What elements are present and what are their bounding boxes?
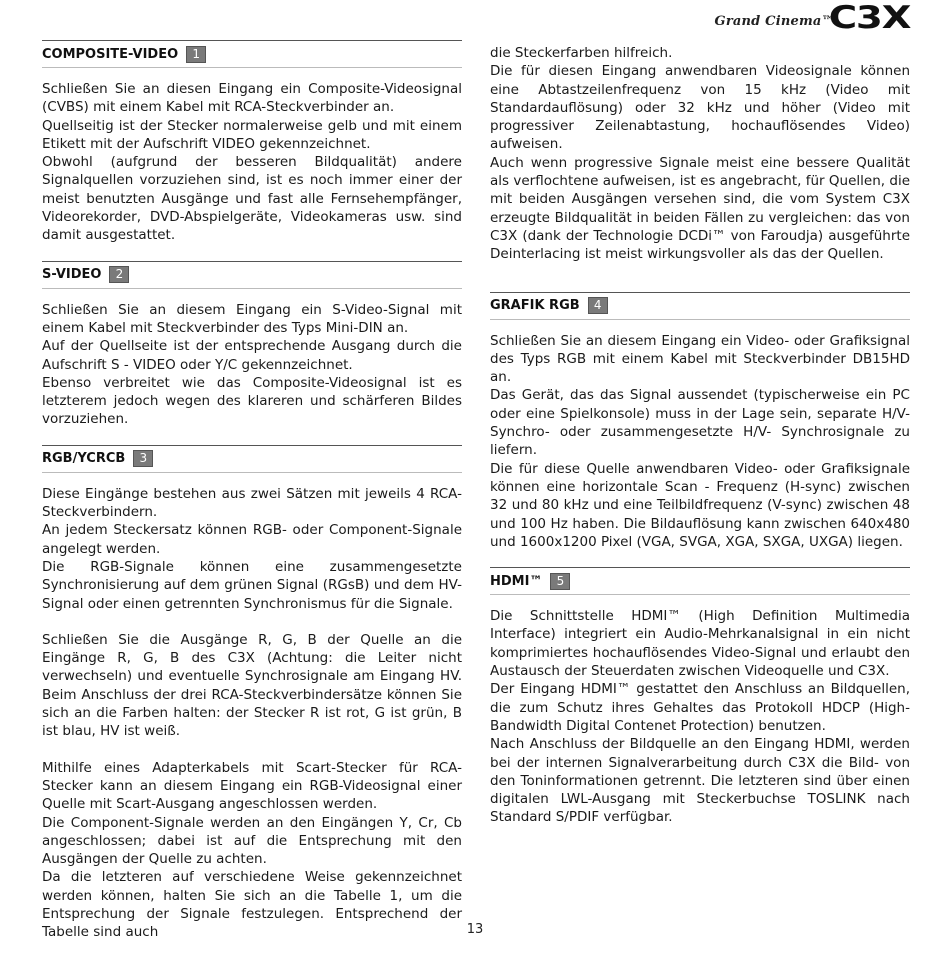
paragraph: Ebenso verbreitet wie das Composite-Videosignal ist es letzterem jedoch wegen des klareren und schärferen Bildes vorzuziehen.	[42, 374, 462, 428]
brand-header	[715, 0, 910, 36]
section-number-badge: 3	[133, 450, 153, 467]
brand-logo: C3X	[828, 0, 910, 36]
section-heading	[42, 261, 462, 289]
section-hdmi	[490, 567, 910, 827]
section-heading	[42, 40, 462, 68]
page-number: 13	[466, 922, 484, 937]
section-continuation	[490, 44, 910, 264]
paragraph: Auch wenn progressive Signale meist eine bessere Qualität als verflochtene aufweisen, ist es angebracht, für Quellen, die mit beiden Ausgängen versehen sind, die vom System C3X erzeugte Bildqualität in beiden Fällen zu vergleichen: das von C3X (dank der Technologie DCDi™ von Faroudja) ausgeführte Deinterlacing ist meist wirkungsvoller als das der Quellen.	[490, 154, 910, 263]
paragraph: Schließen Sie an diesen Eingang ein Composite-Videosignal (CVBS) mit einem Kabel mit RCA-Steckverbinder an.	[42, 81, 462, 116]
section-heading	[490, 567, 910, 595]
paragraph: Auf der Quellseite ist der entsprechende Ausgang durch die Aufschrift S - VIDEO oder Y/C gekennzeichnet.	[42, 338, 462, 373]
paragraph: die Steckerfarben hilfreich.	[490, 45, 673, 61]
paragraph: An jedem Steckersatz können RGB- oder Component-Signale angelegt werden.	[42, 522, 462, 557]
paragraph: Die Component-Signale werden an den Eingängen Y, Cr, Cb angeschlossen; dabei ist auf die Entsprechung mit den Ausgängen der Quelle zu achten.	[42, 814, 462, 868]
section-grafik-rgb	[490, 292, 910, 552]
paragraph: Quellseitig ist der Stecker normalerweise gelb und mit einem Etikett mit der Aufschrift VIDEO gekennzeichnet.	[42, 117, 462, 152]
paragraph-gap	[42, 613, 462, 631]
paragraph: Schließen Sie an diesem Eingang ein S-Video-Signal mit einem Kabel mit Steckverbinder des Typs Mini-DIN an.	[42, 301, 462, 336]
left-column	[42, 40, 462, 958]
section-rgb-ycrcb	[42, 445, 462, 942]
right-column	[490, 44, 910, 843]
paragraph: Mithilfe eines Adapterkabels mit Scart-Stecker für RCA- Stecker kann an diesem Eingang ein RGB-Videosignal einer Quelle mit Scart-Ausgang angeschlossen werden.	[42, 759, 462, 813]
paragraph: Schließen Sie an diesem Eingang ein Video- oder Grafiksignal des Typs RGB mit einem Kabel mit Steckverbinder DB15HD an.	[490, 332, 910, 386]
paragraph: Da die letzteren auf verschiedene Weise gekennzeichnet werden können, halten Sie sich an die Tabelle 1, um die Entsprechung der Signale festzulegen. Entsprechend der Tabelle sind auch	[42, 869, 462, 941]
section-title: GRAFIK RGB	[490, 298, 580, 314]
paragraph: Diese Eingänge bestehen aus zwei Sätzen mit jeweils 4 RCA-Steckverbindern.	[42, 485, 462, 521]
section-number-badge: 4	[588, 297, 608, 314]
section-composite-video	[42, 40, 462, 245]
section-number-badge: 5	[550, 573, 570, 590]
paragraph: Obwohl (aufgrund der besseren Bildqualität) andere Signalquellen vorzuziehen sind, ist es noch immer einer der meist benutzten Ausgänge und fast alle Fernsehempfänger, Videorekorder, DVD-Abspielgeräte, Videokameras usw. sind damit ausgestattet.	[42, 154, 462, 244]
section-heading	[42, 445, 462, 473]
section-number-badge: 1	[186, 46, 206, 63]
paragraph: Das Gerät, das das Signal aussendet (typischerweise ein PC oder eine Spielkonsole) muss in der Lage sein, separate H/V-Synchro- oder zusammengesetzte H/V- Synchrosignale zu liefern.	[490, 387, 910, 459]
brand-script: Grand Cinema™	[714, 13, 835, 29]
paragraph: Die RGB-Signale können eine zusammengesetzte Synchronisierung auf dem grünen Signal (RGsB) und dem HV-Signal oder einen getrennten Synchronismus für die Signale.	[42, 558, 462, 612]
paragraph: Schließen Sie die Ausgänge R, G, B der Quelle an die Eingänge R, G, B des C3X (Achtung: die Leiter nicht verwechseln) und eventuelle Synchrosignale am Eingang HV. Beim Anschluss der drei RCA-Steckverbindersätze können Sie sich an die Farben halten: der Stecker R ist rot, G ist grün, B ist blau, HV ist weiß.	[42, 631, 462, 740]
section-title: COMPOSITE-VIDEO	[42, 46, 179, 62]
section-number-badge: 2	[109, 266, 129, 283]
paragraph: Die für diesen Eingang anwendbaren Videosignale können eine Abtastzeilenfrequenz von 15 kHz (Video mit Standardauflösung) oder 32 kHz und höher (Video mit progressiver Zeilenabtastung, hochauflösendes Video) aufweisen.	[490, 63, 910, 153]
section-title: S-VIDEO	[42, 267, 102, 283]
section-title: HDMI™	[490, 573, 543, 589]
section-title: RGB/YCRCB	[42, 451, 126, 467]
section-heading	[490, 292, 910, 320]
paragraph: Die für diese Quelle anwendbaren Video- oder Grafiksignale können eine horizontale Scan - Frequenz (H-sync) zwischen 32 und 80 kHz und eine Teilbildfrequenz (V-sync) zwischen 48 und 100 Hz haben. Die Bildauflösung kann zwischen 640x480 und 1600x1200 Pixel (VGA, SVGA, XGA, SXGA, UXGA) liegen.	[490, 460, 910, 550]
section-s-video	[42, 261, 462, 429]
paragraph: Der Eingang HDMI™ gestattet den Anschluss an Bildquellen, die zum Schutz ihres Gehaltes das Protokoll HDCP (High-Bandwidth Digital Contenet Protection) benutzen.	[490, 681, 910, 734]
paragraph: Nach Anschluss der Bildquelle an den Eingang HDMI, werden bei der internen Signalverarbeitung durch C3X die Bild- von den Toninformationen getrennt. Die letzteren sind über einen digitalen LWL-Ausgang mit Steckerbuchse TOSLINK nach Standard S/PDIF verfügbar.	[490, 736, 910, 826]
paragraph-gap	[42, 741, 462, 759]
paragraph: Die Schnittstelle HDMI™ (High Definition Multimedia Interface) integriert ein Audio-Mehrkanalsignal in ein nicht komprimiertes hochauflösendes Video-Signal und erlaubt den Austausch der Steuerdaten zwischen Videoquelle und C3X.	[490, 608, 910, 680]
